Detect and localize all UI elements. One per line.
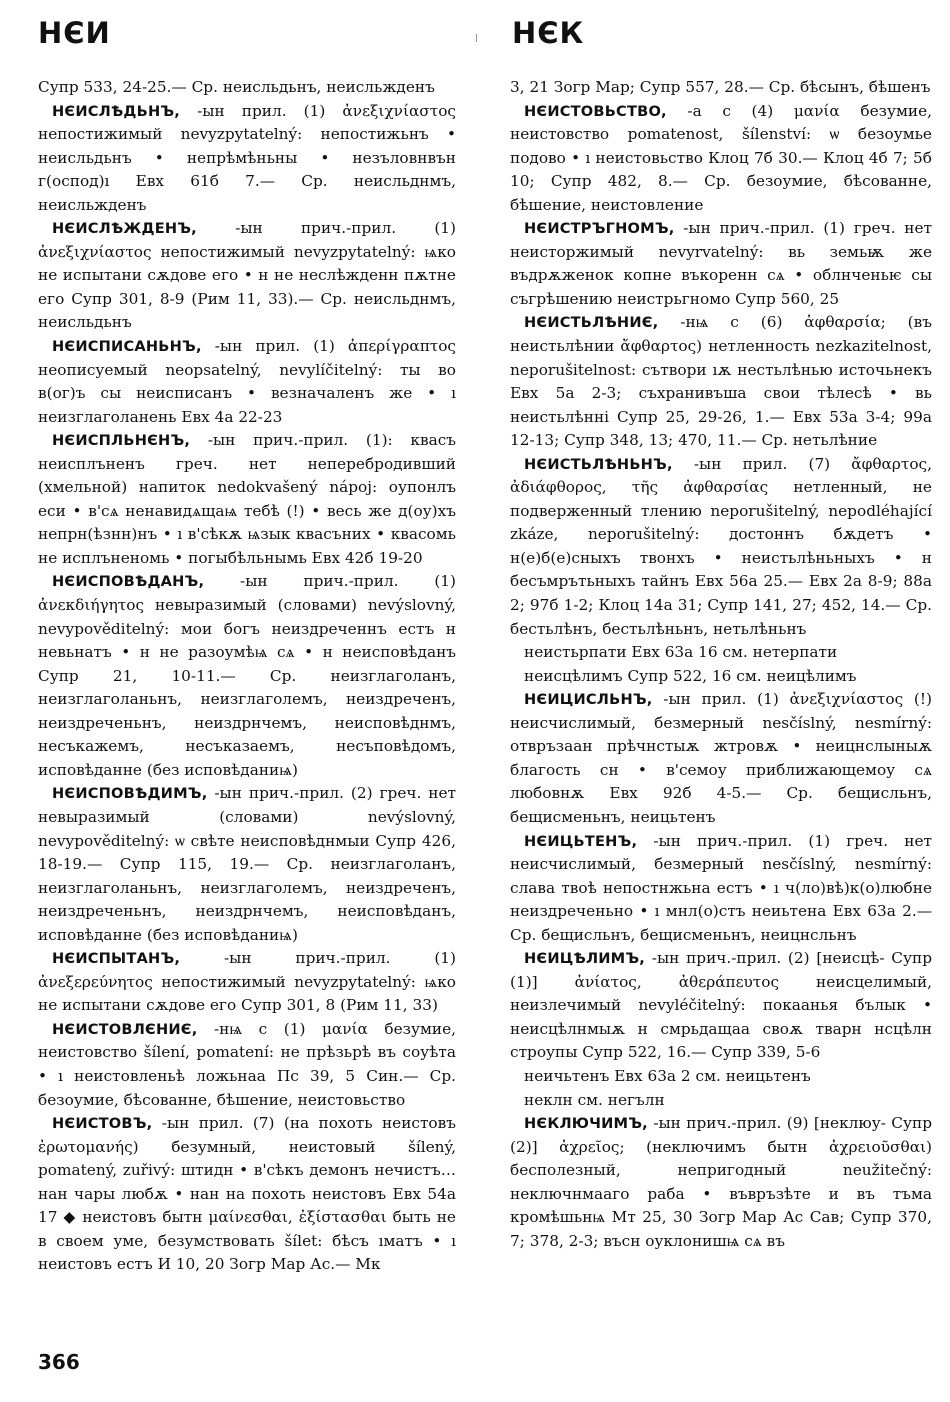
entry-text: -ын прич.-прил. (1): квасъ неисплъненъ греч. нет неперебродивший (хмельной) напиток nedokvašený nápoj: оупонлъ еси • в'сѧ ненавидѧщаѩ тебѣ (!) • весь же д(оу)хъ непрн(ѣзнн)нъ • ı в'сѣкѫ ѩзык квасъних • квасомь не исплъненомь • погыбѣльнымь Евх 42б 19-20 bbox=[38, 431, 456, 567]
entry-headword: НЄКЛЮЧИМЪ, bbox=[524, 1115, 648, 1133]
entry-text: -ын прил. (1) ἀνεξιχνίαστος непостижимый nevyzpytatelný: непостижьнъ • неисльдьнъ • непрѣмѣньны • незъловнвън г(оспод)ı Евх 61б 7.— Ср. неисльднмъ, неисльжденъ bbox=[38, 101, 456, 214]
entry-headword: НЄИСТОВЛЄНИЄ, bbox=[52, 1020, 198, 1038]
entry-text: -ын прил. (1) ἀνεξιχνίαστος (!) неисчислимый, безмерный nesčíslný, nesmírný: отвръзаан прѣчнстыѫ жтровѫ • неицнслыныѫ благость сн • в'семоу приближающемоу сѧ любовнѫ Евх 92б 4-5.— Ср. бещисльнъ, бещисменьнъ, неицьтенъ bbox=[510, 690, 932, 826]
running-head-left: НЄИ bbox=[38, 16, 111, 50]
dictionary-entry bbox=[510, 100, 932, 218]
entry-text: -ын прич.-прил. (2) [неисцѣ- Супр (1)] ἀνίατος, ἀθεράπευτος неисцелимый, неизлечимый nevyléčitelný: покаанья бълык • неисцѣлнмыѫ н смрьдащаа своѫ тварн нсцѣлн строупы Супр 522, 16.— Супр 339, 5-6 bbox=[510, 949, 932, 1062]
entry-headword: НЄИСПОВѢДИМЪ, bbox=[52, 785, 208, 803]
dictionary-entry bbox=[38, 1018, 456, 1112]
dictionary-entry bbox=[38, 947, 456, 1018]
dictionary-entry bbox=[510, 665, 932, 689]
dictionary-entry bbox=[38, 76, 456, 100]
dictionary-entry bbox=[510, 947, 932, 1065]
entry-text: -ын прич.-прил. (2) греч. нет невыразимый (словами) nevýslovný, nevypověditelný: ѡ свѣте неисповѣднмыи Супр 426, 18-19.— Супр 115, 19.— Ср. неизглаголанъ, неизглаголаньнъ, неизглаголемъ, неиздреченъ, неиздреченьнъ, неиздрнчемъ, неисповѣданъ, исповѣданне (без исповѣданиѩ) bbox=[38, 784, 456, 944]
entry-text: -ын прич.-прил. (1) ἀνεκδιήγητος невыразимый (словами) nevýslovný, nevypověditelný: мои богъ неиздреченнъ естъ н невьнатъ • н не разоумѣѩ сѧ • н неисповѣданъ Супр 21, 10-11.— Ср. неизглаголанъ, неизглаголаньнъ, неизглаголемъ, неиздреченъ, неиздреченьнъ, неиздрнчемъ, неисповѣднмъ, несъкажемъ, несъказаемъ, несъповѣдомъ, исповѣданне (без исповѣданиѩ) bbox=[38, 572, 456, 779]
dictionary-entry bbox=[510, 1112, 932, 1253]
fold-mark bbox=[476, 34, 477, 42]
entry-headword: НЄИЦЬТЕНЪ, bbox=[524, 832, 638, 850]
entry-headword: НЄИСТОВЬСТВО, bbox=[524, 102, 667, 120]
dictionary-entry bbox=[510, 76, 932, 100]
dictionary-entry bbox=[38, 335, 456, 429]
page-number: 366 bbox=[38, 1350, 80, 1374]
entry-text: -ын прил. (1) ἀπερίγραπτος неописуемый neopsatelný, nevylíčitelný: ты во в(ог)ъ сы неисписанъ • везначаленъ же • ı неизглаголанень Евх 4а 22-23 bbox=[38, 337, 456, 426]
entry-text: 3, 21 Зогр Мар; Супр 557, 28.— Ср. бѣсынъ, бѣшенъ bbox=[510, 78, 931, 96]
dictionary-entry bbox=[38, 1112, 456, 1277]
running-head-right: НЄК bbox=[512, 16, 585, 50]
entry-headword: НЄИСТЬЛѢНИЄ, bbox=[524, 314, 659, 332]
left-column bbox=[38, 76, 456, 1277]
entry-text: -ын прил. (7) ἄφθαρτος, ἀδιάφθορος, τῆς ἀφθαρσίας нетленный, не подверженный тлению neporušitelný, nepodléhající zkáze, neporušitelný: достоннъ бѫдетъ • н(е)б(е)сныхъ твонхъ • неистьлѣньныхъ • н бесъмрътьныхъ тайнъ Евх 56а 25.— Евх 2а 8-9; 88а 2; 97б 1-2; Клоц 14а 31; Супр 141, 27; 452, 14.— Ср. бестьлѣнъ, бестьлѣньнъ, нетьлѣньнъ bbox=[510, 454, 932, 638]
entry-headword: НЄИСЛѢДЬНЪ, bbox=[52, 102, 181, 120]
dictionary-entry bbox=[510, 217, 932, 311]
dictionary-entry bbox=[38, 100, 456, 218]
entry-headword: НЄИСТЬЛѢНЬНЪ, bbox=[524, 455, 673, 473]
entry-text: -ын прич.-прил. (1) греч. нет неисторжимый nevyrvatelný: вь земьѭ же въдрѫженок копне въкоренн сѧ • облнченьѥ сы съгрѣшению неистрьгномо Супр 560, 25 bbox=[510, 219, 932, 308]
entry-headword: НЄИЦѢЛИМЪ, bbox=[524, 950, 646, 968]
dictionary-entry bbox=[510, 641, 932, 665]
entry-text: -ын прич.-прил. (1) ἀνεξιχνίαστος непостижимый nevyzpytatelný: ѩко не испытани сѫдове его • н не неслѣжденн пѫтне его Супр 301, 8-9 (Рим 11, 33).— Ср. неисльднмъ, неисльдьнъ bbox=[38, 219, 456, 332]
dictionary-entry bbox=[510, 830, 932, 948]
entry-headword: НЄИСПОВѢДАНЪ, bbox=[52, 573, 205, 591]
dictionary-entry bbox=[510, 453, 932, 641]
entry-headword: НЄИСПИСАНЬНЪ, bbox=[52, 338, 202, 356]
entry-headword: НЄИСПЛЬНЄНЪ, bbox=[52, 432, 191, 450]
dictionary-entry bbox=[510, 1065, 932, 1089]
entry-text: неичьтенъ Евх 63а 2 см. неицьтенъ bbox=[524, 1066, 811, 1085]
entry-headword: НЄИСПЫТАНЪ, bbox=[52, 950, 181, 968]
dictionary-entry bbox=[510, 1089, 932, 1113]
entry-text: -ын прич.-прил. (1) греч. нет неисчислимый, безмерный nesčíslný, nesmírný: слава твоѣ непостнжьна естъ • ı ч(ло)вѣ)к(о)любне неиздреченьно • ı мнл(о)стъ неиьтена Евх 63а 2.— Ср. бещисльнъ, бещисменьнъ, неицнсльнъ bbox=[510, 831, 932, 944]
dictionary-entry bbox=[38, 217, 456, 335]
entry-text: -ын прич.-прил. (9) [неклюу- Супр (2)] ἀχρεῖος; (неключимъ бытн ἀχρειοῦσθαι) бесполезный, непригодный neužitečný: неключнмааго раба • въвръзѣте и въ тъма кромѣшьнѩ Мт 25, 30 Зогр Мар Ас Сав; Супр 370, 7; 378, 2-3; въсн оуклонишѩ сѧ въ bbox=[510, 1114, 932, 1250]
right-column bbox=[510, 76, 932, 1253]
entry-text: неистьрпати Евх 63а 16 см. нетерпати bbox=[524, 643, 838, 662]
entry-text: -а с (4) μανία безумие, неистовство pomatenost, šílenství: ѡ безоумье подово • ı неистовьство Клоц 7б 30.— Клоц 4б 7; 5б 10; Супр 482, 8.— Ср. безоумие, бѣсованне, бѣшение, неистовление bbox=[510, 101, 932, 214]
entry-text: -ын прил. (7) (на похоть неистовъ ἐρωτομανής) безумный, неистовый šílený, pomatený, zuřivý: штидн • в'сѣкъ демонъ нечистъ… нан чары любѫ • нан на похоть неистовъ Евх 54а 17 ◆ неистовъ бытн μαίνεσθαι, ἐξίστασθαι быть не в своем уме, безумствовать šílet: бѣсъ ıматъ • ı неистовъ естъ И 10, 20 Зогр Мар Ас.— Мк bbox=[38, 1114, 456, 1274]
entry-text: -ын прич.-прил. (1) ἀνεξερεύνητος непостижимый nevyzpytatelný: ѩко не испытани сѫдове его Супр 301, 8 (Рим 11, 33) bbox=[38, 949, 456, 1015]
entry-text: -нѩ с (1) μανία безумие, неистовство šílení, pomatení: не прѣзьрѣ въ соуѣта • ı неистовленьѣ ложьнаа Пс 39, 5 Син.— Ср. безоумие, бѣсованне, бѣшение, неистовьство bbox=[38, 1019, 456, 1109]
entry-text: неклн см. негълн bbox=[524, 1090, 665, 1109]
entry-headword: НЄИСТРЪГНОМЪ, bbox=[524, 220, 675, 238]
dictionary-entry bbox=[38, 782, 456, 947]
entry-text: неисцѣлимъ Супр 522, 16 см. неицѣлимъ bbox=[524, 666, 857, 685]
entry-headword: НЄИСТОВЪ, bbox=[52, 1115, 153, 1133]
entry-text: -нѩ с (6) ἀφθαρσία; (въ неистьлѣнии ἄφθαρτος) нетленность nezkazitelnost, neporušitelnost: сътвори ıѫ нестьлѣнью источьнекъ Евх 5а 2-3; съхранивъша свои тѣлесѣ • вь неистьлѣнні Супр 25, 29-26, 1.— Евх 53а 3-4; 99а 12-13; Супр 348, 13; 470, 11.— Ср. нетьлѣние bbox=[510, 313, 932, 450]
entry-headword: НЄИЦИСЛЬНЪ, bbox=[524, 691, 653, 709]
dictionary-entry bbox=[38, 429, 456, 570]
dictionary-entry bbox=[38, 570, 456, 782]
entry-text: Супр 533, 24-25.— Ср. неисльдьнъ, неисльжденъ bbox=[38, 78, 435, 96]
dictionary-entry bbox=[510, 688, 932, 829]
dictionary-entry bbox=[510, 311, 932, 452]
entry-headword: НЄИСЛѢЖДЕНЪ, bbox=[52, 220, 197, 238]
